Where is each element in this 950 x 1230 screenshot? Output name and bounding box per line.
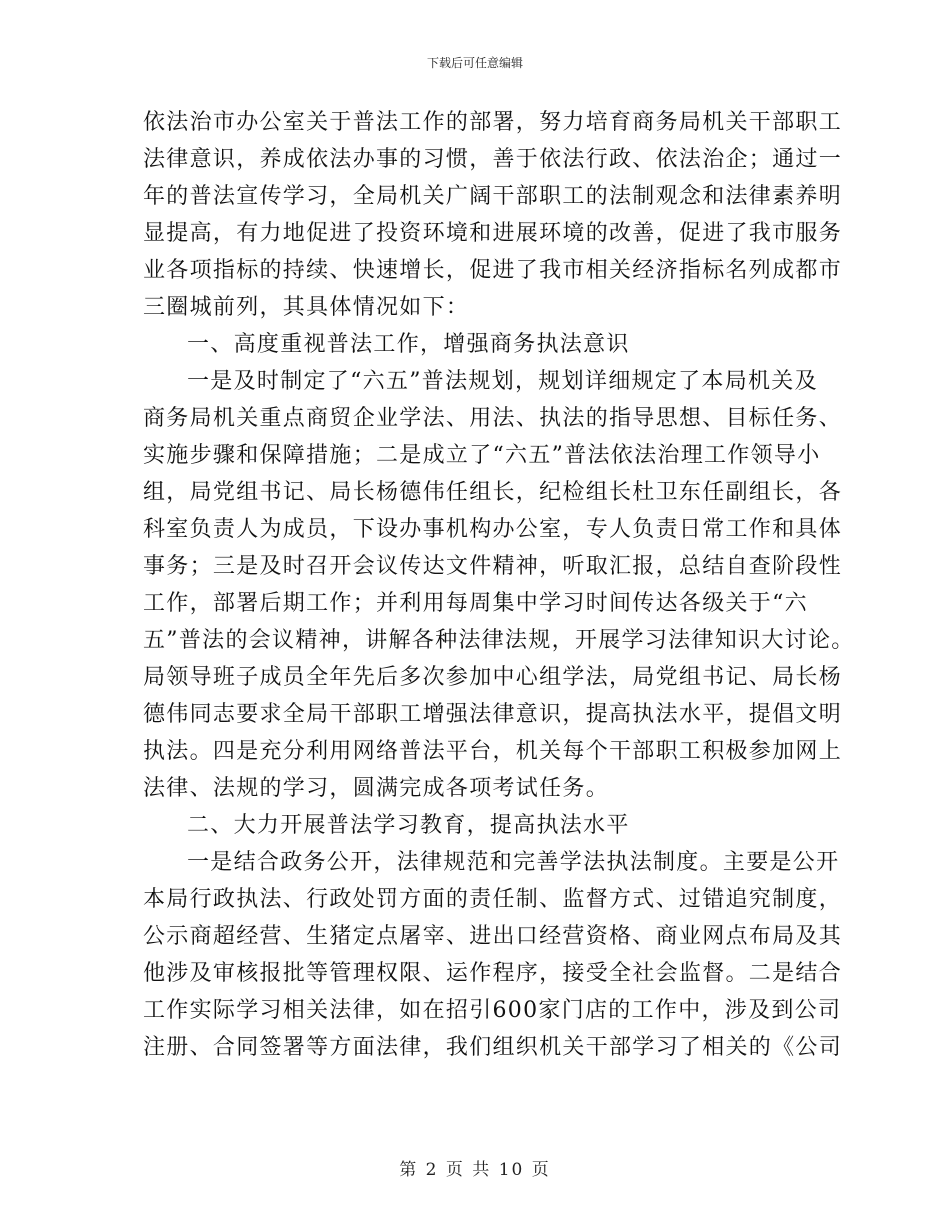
paragraph-line: 业各项指标的持续、快速增长，促进了我市相关经济指标名列成都市 — [143, 258, 843, 283]
paragraph-line: 依法治市办公室关于普法工作的部署，努力培育商务局机关干部职工 — [143, 110, 843, 135]
paragraph-line: 组，局党组书记、局长杨德伟任组长，纪检组长杜卫东任副组长，各 — [143, 480, 843, 505]
paragraph-line: 科室负责人为成员，下设办事机构办公室，专人负责日常工作和具体 — [143, 517, 843, 542]
paragraph-line: 工作实际学习相关法律，如在招引600家门店的工作中，涉及到公司 — [143, 998, 842, 1023]
paragraph-line: 德伟同志要求全局干部职工增强法律意识，提高执法水平，提倡文明 — [143, 702, 843, 727]
paragraph-line: 五”普法的会议精神，讲解各种法律法规，开展学习法律知识大讨论。 — [143, 628, 855, 653]
paragraph-line: 他涉及审核报批等管理权限、运作程序，接受全社会监督。二是结合 — [143, 961, 843, 986]
paragraph-line: 商务局机关重点商贸企业学法、用法、执法的指导思想、目标任务、 — [143, 406, 843, 431]
paragraph-line: 公示商超经营、生猪定点屠宰、进出口经营资格、商业网点布局及其 — [143, 924, 843, 949]
paragraph-line: 法律意识，养成依法办事的习惯，善于依法行政、依法治企；通过一 — [143, 147, 843, 172]
section-heading: 二、大力开展普法学习教育，提高执法水平 — [187, 813, 630, 838]
page-header: 下载后可任意编辑 — [426, 56, 523, 70]
paragraph-line: 事务；三是及时召开会议传达文件精神，听取汇报，总结自查阶段性 — [143, 554, 843, 579]
paragraph-line: 实施步骤和保障措施；二是成立了“六五”普法依法治理工作领导小 — [143, 443, 821, 468]
paragraph-line: 工作，部署后期工作；并利用每周集中学习时间传达各级关于“六 — [143, 591, 808, 616]
paragraph-line: 显提高，有力地促进了投资环境和进展环境的改善，促进了我市服务 — [143, 221, 843, 246]
document-body — [143, 104, 855, 1066]
paragraph-line: 一是结合政务公开，法律规范和完善学法执法制度。主要是公开 — [187, 850, 840, 875]
paragraph-line: 一是及时制定了“六五”普法规划，规划详细规定了本局机关及 — [187, 369, 818, 394]
paragraph-line: 局领导班子成员全年先后多次参加中心组学法，局党组书记、局长杨 — [143, 665, 843, 690]
paragraph-line: 三圈城前列，其具体情况如下： — [143, 295, 470, 320]
section-heading: 一、高度重视普法工作，增强商务执法意识 — [187, 332, 630, 357]
paragraph-line: 年的普法宣传学习，全局机关广阔干部职工的法制观念和法律素养明 — [143, 184, 843, 209]
paragraph-line: 法律、法规的学习，圆满完成各项考试任务。 — [143, 776, 610, 801]
page-number: 第 2 页 共 10 页 — [399, 1160, 551, 1180]
paragraph-line: 注册、合同签署等方面法律，我们组织机关干部学习了相关的《公司 — [143, 1035, 843, 1060]
paragraph-line: 本局行政执法、行政处罚方面的责任制、监督方式、过错追究制度， — [143, 887, 843, 912]
paragraph-line: 执法。四是充分利用网络普法平台，机关每个干部职工积极参加网上 — [143, 739, 843, 764]
